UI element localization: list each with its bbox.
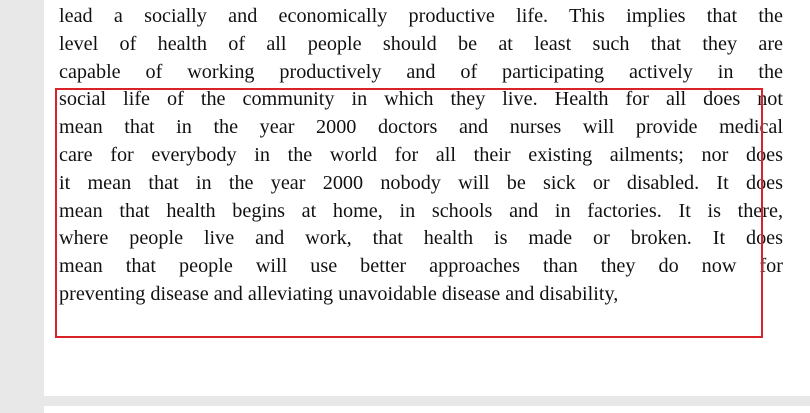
text-line: capable of working productively and of participating actively in the (59, 60, 783, 83)
text-line: lead a socially and economically productive life. This implies that the (59, 5, 783, 27)
text-line: social life of the community in which they live. Health for all does not (59, 88, 783, 111)
text-line: mean that in the year 2000 doctors and nurses will provide medical (59, 116, 783, 139)
document-page (44, 0, 810, 396)
text-line: where people live and work, that health is made or broken. It does (59, 227, 783, 250)
text-line: preventing disease and alleviating unavoidable disease and disability, (59, 282, 619, 305)
text-line: level of health of all people should be at least such that they are (59, 32, 783, 55)
text-line: mean that people will use better approaches than they do now for (59, 255, 783, 278)
next-page-edge (44, 406, 810, 413)
text-line: care for everybody in the world for all their existing ailments; nor does (59, 143, 783, 166)
paragraph (59, 3, 783, 309)
text-line: it mean that in the year 2000 nobody will be sick or disabled. It does (59, 171, 783, 194)
text-line: mean that health begins at home, in schools and in factories. It is there, (59, 199, 783, 222)
